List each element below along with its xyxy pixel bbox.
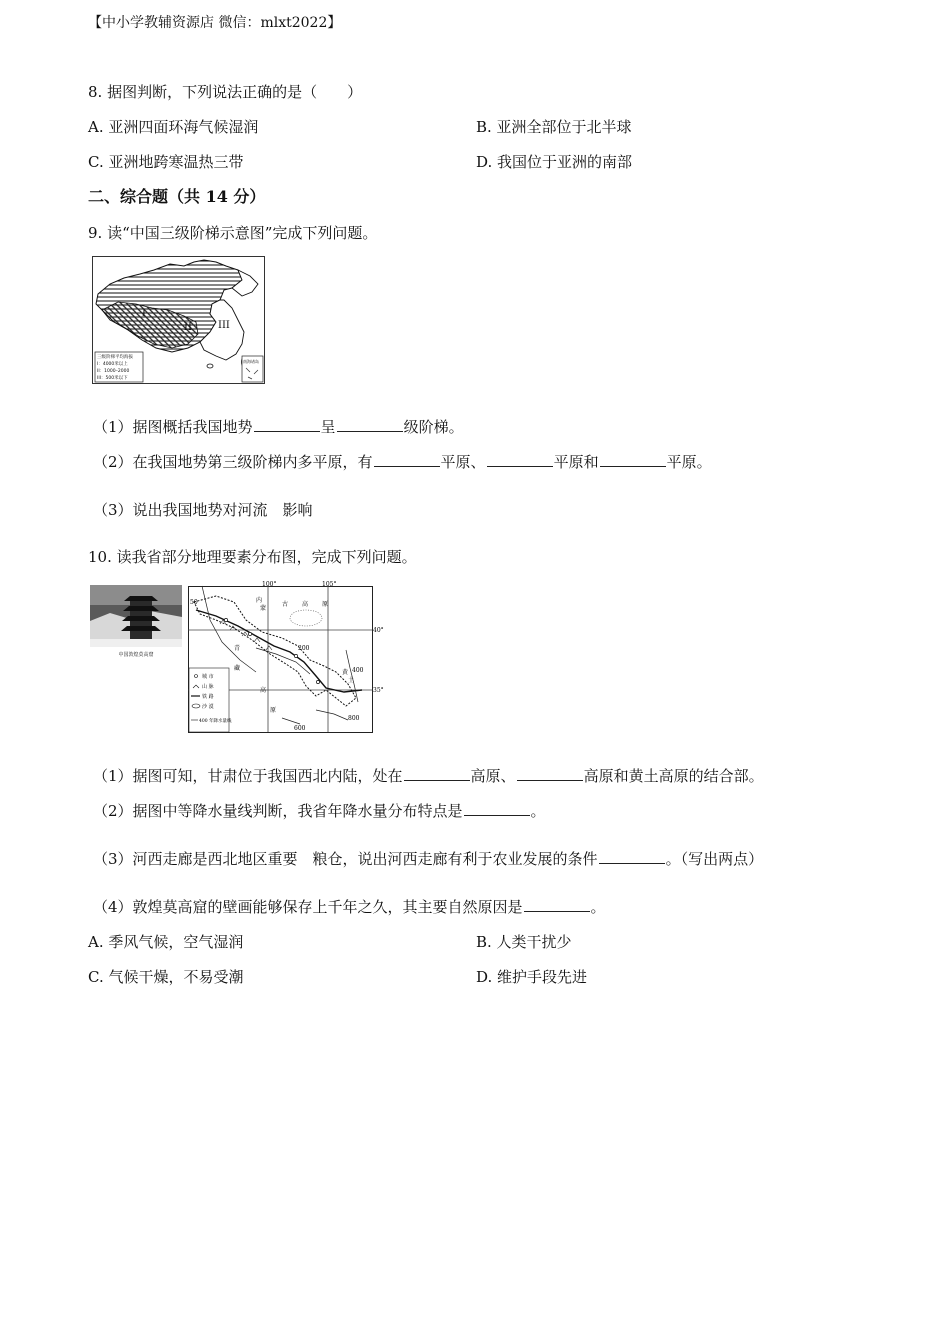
- q10-p3-blank[interactable]: [599, 849, 665, 864]
- q9-p1-text-b: 呈: [320, 418, 336, 436]
- q10-p3-text-b: 。（写出两点）: [665, 850, 764, 868]
- legend-desert: 沙 漠: [202, 704, 214, 710]
- q10-part1: [93, 766, 764, 786]
- q8-stem: 8. 据图判断，下列说法正确的是（ ）: [88, 83, 363, 101]
- q9-p2-blank-1[interactable]: [374, 452, 440, 467]
- region-yuan1: 原: [322, 601, 329, 608]
- region-gao2: 高: [260, 687, 267, 694]
- q9-p2-text-c: 平原和: [553, 453, 599, 471]
- q10-option-b[interactable]: B. 人类干扰少: [476, 933, 572, 951]
- photo-caption: 中国敦煌莫高窟: [118, 652, 154, 658]
- region-yuan2: 原: [270, 707, 277, 714]
- contour-50: 50: [190, 599, 198, 606]
- contour-400: 400: [352, 667, 364, 674]
- legend-step-i: I：4000米以上: [97, 362, 128, 367]
- region-nei: 内: [256, 597, 263, 604]
- q10-p1-blank-2[interactable]: [517, 766, 583, 781]
- q10-p2-text-b: 。: [530, 802, 546, 820]
- china-three-steps-map: [92, 256, 265, 384]
- region-gu: 古: [282, 601, 289, 608]
- q8-option-c[interactable]: C. 亚洲地跨寒温热三带: [88, 153, 244, 171]
- legend-isohyet: 400 年降水量线: [199, 719, 232, 724]
- legend-city: 城 市: [202, 674, 214, 680]
- q10-p1-text-c: 高原和黄土高原的结合部。: [583, 767, 764, 785]
- contour-600: 600: [294, 725, 306, 732]
- q10-p2-text-a: （2）据图中等降水量线判断，我省年降水量分布特点是: [93, 802, 463, 820]
- q9-p1-text-c: 级阶梯。: [403, 418, 464, 436]
- q10-p4-text-a: （4）敦煌莫高窟的壁画能够保存上千年之久，其主要自然原因是: [93, 898, 523, 916]
- q9-part2: [93, 452, 712, 472]
- contour-200: 200: [298, 645, 310, 652]
- q9-p2-text-b: 平原、: [440, 453, 486, 471]
- q10-part3: [93, 849, 763, 869]
- contour-800: 800: [348, 715, 360, 722]
- q10-p1-text-b: 高原、: [470, 767, 516, 785]
- q9-p2-text-a: （2）在我国地势第三级阶梯内多平原，有: [93, 453, 373, 471]
- q9-p1-blank-1[interactable]: [254, 417, 320, 432]
- q10-option-d[interactable]: D. 维护手段先进: [476, 968, 588, 986]
- q9-part1: [93, 417, 464, 437]
- q10-p1-blank-1[interactable]: [404, 766, 470, 781]
- region-tu: 土: [348, 677, 355, 684]
- region-zang: 藏: [234, 665, 241, 672]
- q10-p4-blank[interactable]: [524, 897, 590, 912]
- region-huang: 黄: [342, 669, 349, 676]
- q9-stem: 9. 读“中国三级阶梯示意图”完成下列问题。: [88, 224, 378, 242]
- step-label-i: I: [142, 308, 146, 319]
- mogao-photo: [90, 585, 182, 661]
- legend-step-ii: II：1000–2000: [97, 369, 130, 374]
- header-watermark: 【中小学教辅资源店 微信：mlxt2022】: [88, 15, 342, 31]
- region-gao1: 高: [302, 601, 309, 608]
- gansu-map: [186, 580, 386, 736]
- q8-option-a[interactable]: A. 亚洲四面环海气候湿润: [88, 118, 259, 136]
- region-qing: 青: [234, 645, 241, 652]
- lon-105: 105°: [322, 581, 337, 588]
- q9-p1-text-a: （1）据图概括我国地势: [93, 418, 253, 436]
- q9-p1-blank-2[interactable]: [337, 417, 403, 432]
- step-label-iii: III: [218, 320, 230, 331]
- q10-option-a[interactable]: A. 季风气候，空气湿润: [88, 933, 244, 951]
- q10-part4: [93, 897, 606, 917]
- q9-p2-blank-3[interactable]: [600, 452, 666, 467]
- q10-option-c[interactable]: C. 气候干燥，不易受潮: [88, 968, 244, 986]
- legend-mountain: 山 脉: [202, 684, 214, 690]
- q9-part3: （3）说出我国地势对河流 影响: [93, 501, 313, 519]
- q10-p3-text-a: （3）河西走廊是西北地区重要 粮仓，说出河西走廊有利于农业发展的条件: [93, 850, 598, 868]
- q10-p1-text-a: （1）据图可知，甘肃位于我国西北内陆，处在: [93, 767, 403, 785]
- q10-stem: 10. 读我省部分地理要素分布图，完成下列问题。: [88, 548, 417, 566]
- q10-part2: [93, 801, 546, 821]
- q10-p2-blank[interactable]: [464, 801, 530, 816]
- inset-label: 南海诸岛: [243, 359, 259, 364]
- legend-rail: 铁 路: [202, 694, 214, 700]
- q9-p2-blank-2[interactable]: [487, 452, 553, 467]
- legend-step-iii: III：500米以下: [97, 376, 128, 381]
- lat-35: 35°: [373, 687, 384, 694]
- lon-100: 100°: [262, 581, 277, 588]
- q8-option-b[interactable]: B. 亚洲全部位于北半球: [476, 118, 632, 136]
- step-label-ii: II: [184, 322, 192, 333]
- legend-title: 三级阶梯平均海拔: [97, 355, 133, 360]
- lat-40: 40°: [373, 627, 384, 634]
- q8-option-d[interactable]: D. 我国位于亚洲的南部: [476, 153, 633, 171]
- q10-p4-text-b: 。: [590, 898, 606, 916]
- region-meng: 蒙: [260, 605, 267, 612]
- q9-p2-text-d: 平原。: [666, 453, 712, 471]
- section-title: 二、综合题（共 14 分）: [88, 187, 266, 206]
